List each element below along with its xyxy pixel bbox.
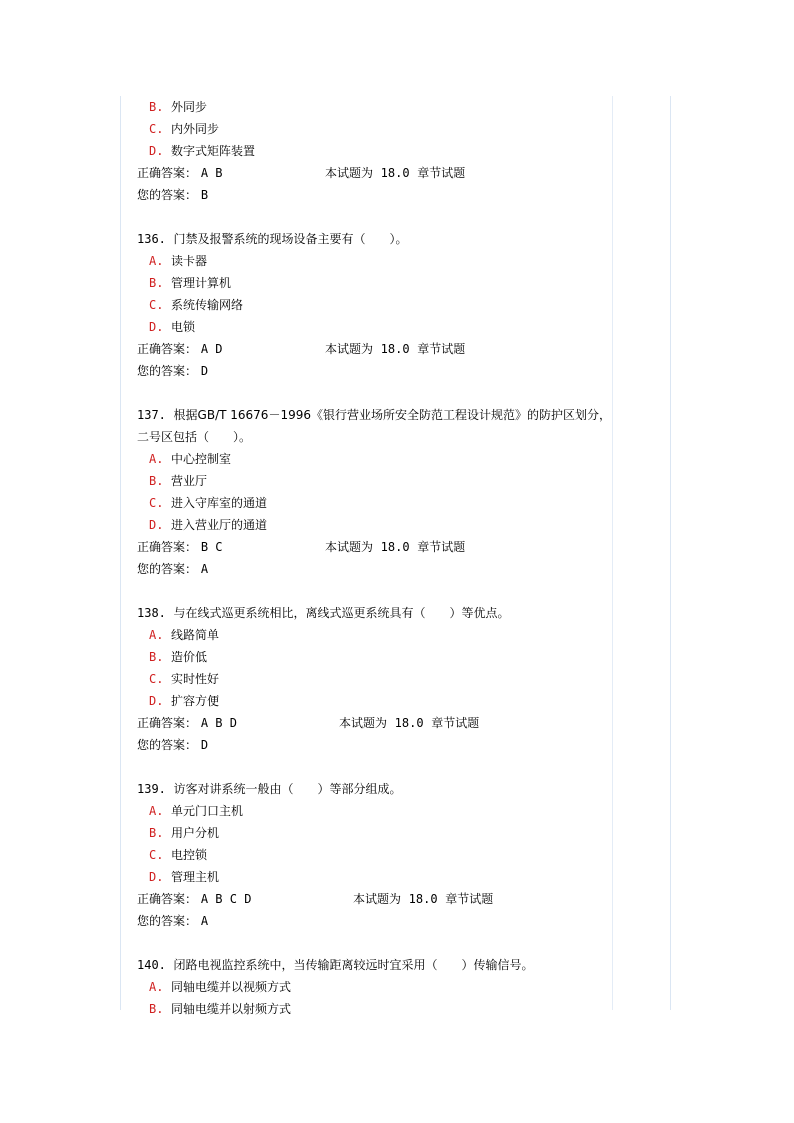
option-c: C. 内外同步 [149,122,220,136]
option-b: B. 管理计算机 [149,276,232,290]
question-block-138 [137,602,617,756]
option-d: D. 电锁 [149,320,196,334]
option-c: C. 进入守库室的通道 [149,496,268,510]
question-text: 140. 闭路电视监控系统中，当传输距离较远时宜采用（ ）传输信号。 [137,958,534,972]
frame-left-border [120,96,121,1010]
option-d: D. 进入营业厅的通道 [149,518,268,532]
option-b: B. 用户分机 [149,826,220,840]
option-a: A. 同轴电缆并以视频方式 [149,980,292,994]
correct-answer-row: 正确答案： B C 本试题为 18.0 章节试题 [137,536,617,558]
correct-answer-row: 正确答案： A B D 本试题为 18.0 章节试题 [137,712,617,734]
option-b: B. 外同步 [149,100,208,114]
option-c: C. 系统传输网络 [149,298,244,312]
option-d: D. 扩容方便 [149,694,220,708]
option-a: A. 读卡器 [149,254,208,268]
your-answer-row: 您的答案： A [137,562,209,576]
option-d: D. 管理主机 [149,870,220,884]
question-text: 138. 与在线式巡更系统相比，离线式巡更系统具有（ ）等优点。 [137,606,510,620]
correct-answer-row: 正确答案： A B 本试题为 18.0 章节试题 [137,162,617,184]
your-answer-row: 您的答案： A [137,914,209,928]
score-info: 本试题为 18.0 章节试题 [325,342,466,356]
option-c: C. 实时性好 [149,672,220,686]
correct-answer-row: 正确答案： A D 本试题为 18.0 章节试题 [137,338,617,360]
question-block-135 [137,96,617,206]
option-a: A. 单元门口主机 [149,804,244,818]
score-info: 本试题为 18.0 章节试题 [339,716,480,730]
score-info: 本试题为 18.0 章节试题 [325,166,466,180]
frame-right-border [670,96,671,1010]
your-answer-row: 您的答案： D [137,738,209,752]
your-answer-row: 您的答案： B [137,188,209,202]
score-info: 本试题为 18.0 章节试题 [353,892,494,906]
option-d: D. 数字式矩阵装置 [149,144,256,158]
question-text: 139. 访客对讲系统一般由（ ）等部分组成。 [137,782,402,796]
option-b: B. 营业厅 [149,474,208,488]
question-block-137 [137,404,617,580]
question-list [137,96,617,1020]
option-b: B. 同轴电缆并以射频方式 [149,1002,292,1016]
option-a: A. 线路简单 [149,628,220,642]
option-b: B. 造价低 [149,650,208,664]
correct-answer-row: 正确答案： A B C D 本试题为 18.0 章节试题 [137,888,617,910]
option-c: C. 电控锁 [149,848,208,862]
question-block-139 [137,778,617,932]
question-text: 136. 门禁及报警系统的现场设备主要有（ ）。 [137,232,408,246]
option-a: A. 中心控制室 [149,452,232,466]
question-block-136 [137,228,617,382]
question-text: 137. 根据GB/T 16676－1996《银行营业场所安全防范工程设计规范》的防护区划分，二号区包括（ ）。 [137,408,611,444]
question-block-140 [137,954,617,1020]
score-info: 本试题为 18.0 章节试题 [325,540,466,554]
your-answer-row: 您的答案： D [137,364,209,378]
